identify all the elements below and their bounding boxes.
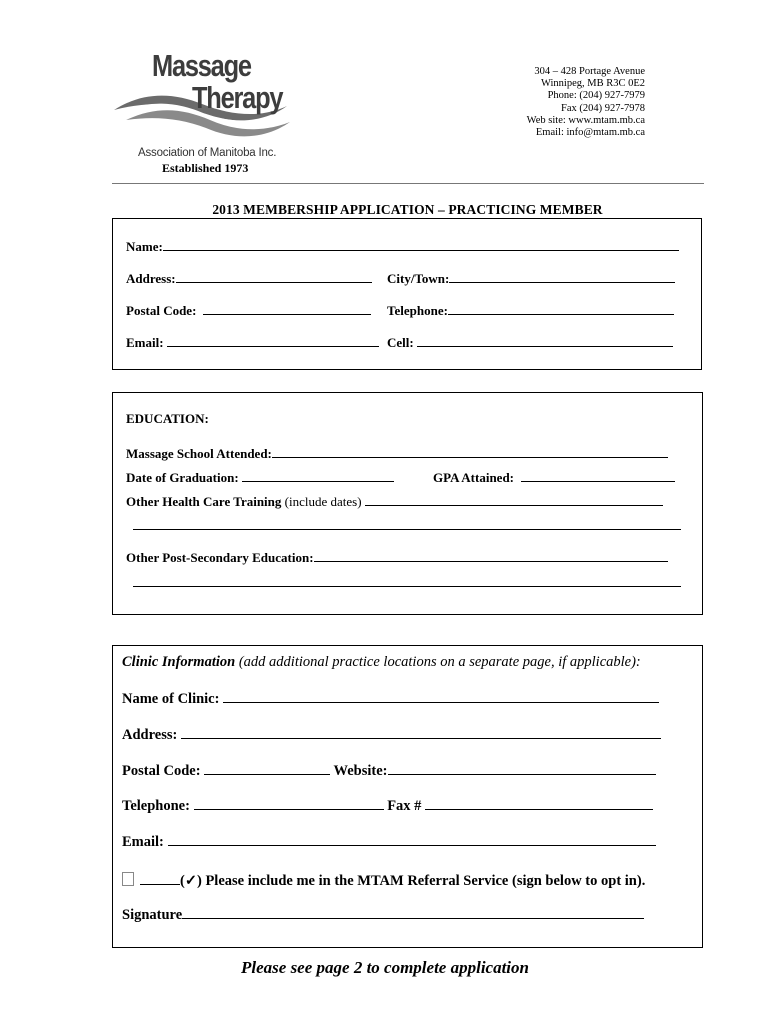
postal-label: Postal Code: xyxy=(126,303,197,318)
clinic-name-field[interactable] xyxy=(223,688,659,703)
other-health-field-line2[interactable] xyxy=(133,529,681,530)
mtam-logo xyxy=(112,48,302,180)
clinic-address-row xyxy=(122,724,661,744)
name-field[interactable] xyxy=(163,237,679,251)
graduation-row xyxy=(126,468,394,486)
clinic-telephone-row xyxy=(122,795,653,815)
header-divider xyxy=(112,183,704,184)
address-row xyxy=(126,269,372,287)
other-post-row xyxy=(126,548,668,566)
clinic-website-label: Website: xyxy=(333,763,388,779)
personal-info-section xyxy=(112,218,702,370)
clinic-address-field[interactable] xyxy=(181,724,661,739)
form-heading: 2013 MEMBERSHIP APPLICATION – PRACTICING MEMBER xyxy=(212,202,603,217)
city-label: City/Town: xyxy=(387,271,450,286)
contact-address2: Winnipeg, MB R3C 0E2 xyxy=(541,78,645,90)
clinic-postal-row xyxy=(122,760,656,780)
clinic-telephone-label: Telephone: xyxy=(122,798,190,814)
clinic-fax-field[interactable] xyxy=(425,795,653,810)
clinic-title-row xyxy=(122,654,641,671)
gpa-row xyxy=(433,468,675,486)
clinic-postal-label: Postal Code: xyxy=(122,763,201,779)
address-label: Address: xyxy=(126,271,176,286)
city-row xyxy=(387,269,675,287)
city-field[interactable] xyxy=(449,269,675,283)
signature-label: Signature xyxy=(122,907,183,923)
school-label: Massage School Attended: xyxy=(126,446,272,461)
other-post-label: Other Post-Secondary Education: xyxy=(126,550,314,565)
gpa-field[interactable] xyxy=(521,468,675,482)
postal-field[interactable] xyxy=(203,301,371,315)
other-health-label: Other Health Care Training xyxy=(126,494,282,509)
referral-check-mark: (✓) xyxy=(180,873,202,889)
clinic-email-field[interactable] xyxy=(168,831,656,846)
referral-check-field[interactable] xyxy=(140,870,180,885)
clinic-telephone-field[interactable] xyxy=(194,795,384,810)
contact-address1: 304 – 428 Portage Avenue xyxy=(534,66,645,77)
logo-title-line1: Massage xyxy=(152,48,251,83)
clinic-name-row xyxy=(122,688,659,708)
clinic-note: (add additional practice locations on a separate page, if applicable): xyxy=(238,654,641,670)
logo-title-line2: Therapy xyxy=(192,80,283,115)
referral-checkbox[interactable] xyxy=(122,872,134,886)
name-row xyxy=(126,237,679,255)
clinic-title: Clinic Information xyxy=(122,654,236,670)
clinic-postal-field[interactable] xyxy=(204,760,330,775)
footer-note: Please see page 2 to complete application xyxy=(241,958,529,977)
school-field[interactable] xyxy=(272,444,668,458)
other-health-field[interactable] xyxy=(365,492,663,506)
name-label: Name: xyxy=(126,239,163,254)
other-health-row xyxy=(126,492,663,510)
contact-info xyxy=(527,66,645,139)
telephone-row xyxy=(387,301,674,319)
clinic-email-row xyxy=(122,831,656,851)
email-row xyxy=(126,333,379,351)
gpa-label: GPA Attained: xyxy=(433,470,515,485)
other-post-field[interactable] xyxy=(314,548,668,562)
signature-row xyxy=(122,904,644,924)
contact-email: Email: info@mtam.mb.ca xyxy=(535,127,645,139)
clinic-email-label: Email: xyxy=(122,834,164,850)
address-field[interactable] xyxy=(176,269,372,283)
contact-website: Web site: www.mtam.mb.ca xyxy=(526,114,645,126)
clinic-name-label: Name of Clinic: xyxy=(122,691,220,707)
clinic-address-label: Address: xyxy=(122,727,178,743)
other-post-field-line2[interactable] xyxy=(133,586,681,587)
clinic-section xyxy=(112,645,703,948)
education-section xyxy=(112,392,703,615)
telephone-label: Telephone: xyxy=(387,303,448,318)
contact-phone: Phone: (204) 927-7979 xyxy=(547,90,645,102)
email-field[interactable] xyxy=(167,333,379,347)
logo-association: Association of Manitoba Inc. xyxy=(138,147,277,159)
school-row xyxy=(126,444,668,462)
telephone-field[interactable] xyxy=(448,301,674,315)
other-health-note: (include dates) xyxy=(284,494,362,509)
referral-row xyxy=(122,870,645,890)
postal-row xyxy=(126,301,371,319)
graduation-field[interactable] xyxy=(242,468,394,482)
education-title: EDUCATION: xyxy=(126,411,209,426)
clinic-fax-label: Fax # xyxy=(387,798,422,814)
cell-label: Cell: xyxy=(387,335,414,350)
email-label: Email: xyxy=(126,335,164,350)
contact-fax: Fax (204) 927-7978 xyxy=(561,102,645,114)
graduation-label: Date of Graduation: xyxy=(126,470,239,485)
cell-field[interactable] xyxy=(417,333,673,347)
signature-field[interactable] xyxy=(182,904,644,919)
established-year: Established 1973 xyxy=(162,161,249,175)
clinic-website-field[interactable] xyxy=(388,760,656,775)
cell-row xyxy=(387,333,673,351)
referral-text: Please include me in the MTAM Referral Service (sign below to opt in). xyxy=(205,873,646,889)
